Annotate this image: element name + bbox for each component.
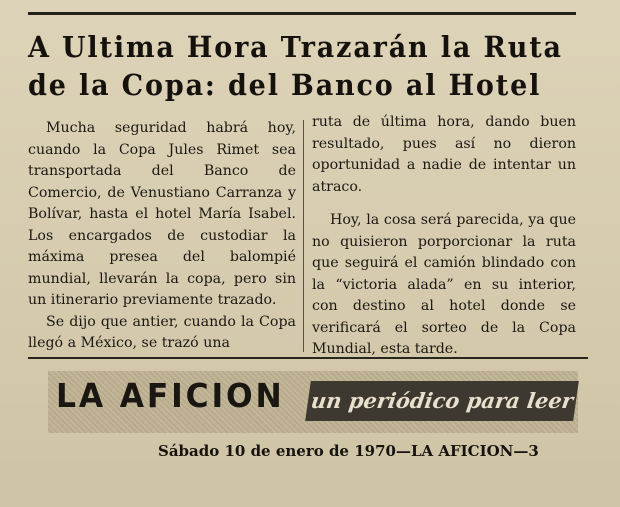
- article-paragraph: Hoy, la cosa será parecida, ya que no quisieron porporcionar la ruta que seguirá el camión blindado con la “victoria alada” en su interior, con destino al hotel donde se verificará el sorteo de la Copa Mundial, esta tarde.: [312, 212, 576, 357]
- top-rule: [28, 12, 576, 15]
- headline-line-2: de la Copa: del Banco al Hotel: [28, 68, 542, 102]
- headline: [28, 28, 563, 104]
- banner-title: LA AFICION: [56, 376, 285, 415]
- article-paragraph: Se dijo que antier, cuando la Copa llegó a México, se trazó una: [28, 313, 296, 351]
- article-paragraph: Mucha seguridad habrá hoy, cuando la Copa Jules Rimet sea transportada del Banco de Comercio, de Venustiano Carranza y Bolívar, hasta el hotel María Isabel. Los encargados de custodiar la máxima presea del balompié mundial, llevarán la copa, pero sin un itinerario previamente trazado.: [28, 120, 296, 308]
- column-divider: [303, 120, 304, 352]
- headline-line-1: A Ultima Hora Trazarán la Ruta: [28, 30, 563, 64]
- banner-slogan: un periódico para leer: [305, 381, 579, 421]
- footer-dateline: Sábado 10 de enero de 1970—LA AFICION—3: [158, 442, 539, 460]
- article-column-right: [312, 112, 576, 361]
- article-column-left: [28, 118, 296, 355]
- section-rule: [28, 357, 588, 359]
- article-paragraph: ruta de última hora, dando buen resultado, pues así no dieron oportunidad a nadie de intentar un atraco.: [312, 114, 576, 195]
